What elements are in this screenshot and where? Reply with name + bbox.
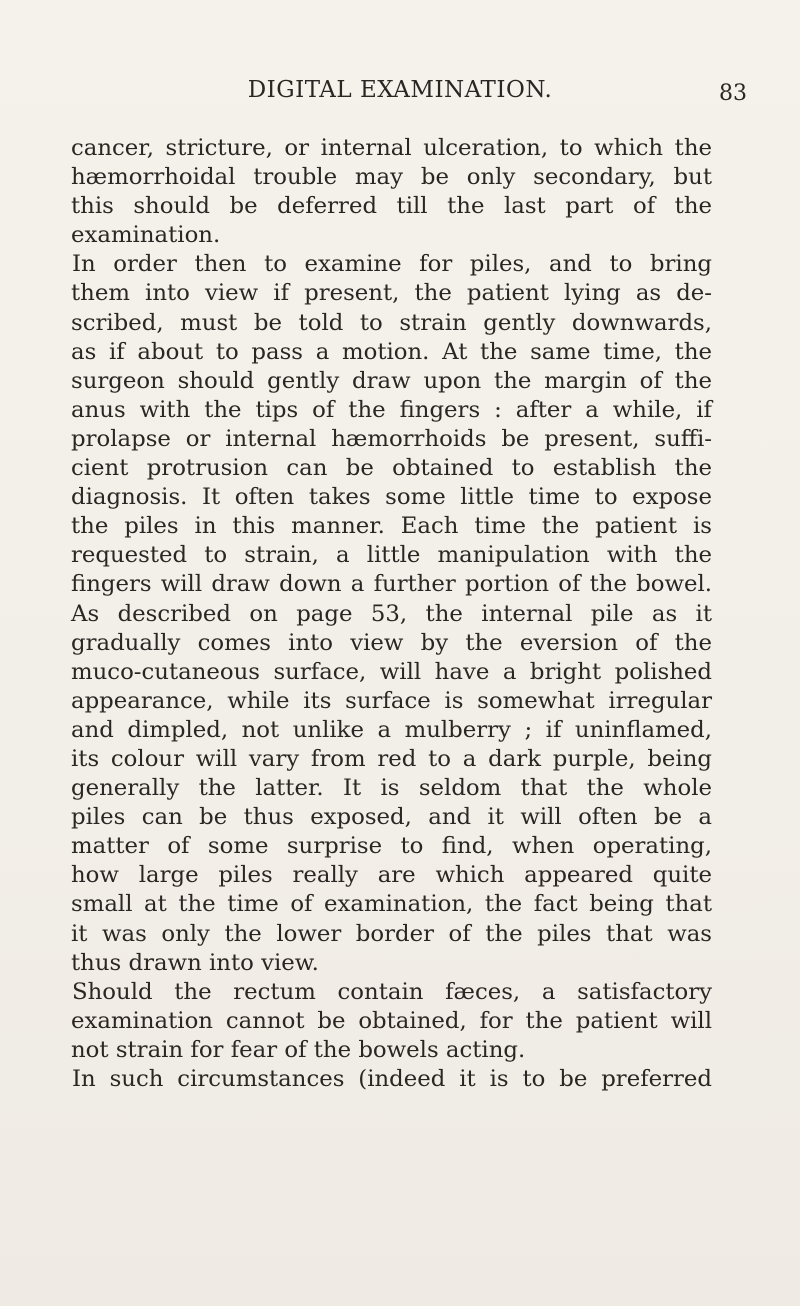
text-line: generally the latter. It is seldom that the whole [71,775,712,802]
text-line: examination cannot be obtained, for the patient will [71,1007,712,1034]
text-line: its colour will vary from red to a dark purple, being [71,745,712,772]
text-line: hæmorrhoidal trouble may be only secondary, but [71,164,712,191]
text-line: small at the time of examination, the fact being that [71,891,712,918]
running-head: DIGITAL EXAMINATION. [247,77,553,103]
text-line: not strain for fear of the bowels acting. [71,1036,526,1063]
text-line: cient protrusion can be obtained to establish the [71,455,712,482]
text-line: how large piles really are which appeared quite [71,862,712,889]
page-number: 83 [719,81,747,106]
text-line: thus drawn into view. [71,949,319,976]
text-line: examination. [71,222,221,249]
text-line: prolapse or internal hæmorrhoids be present, suffi- [71,425,712,452]
text-line: surgeon should gently draw upon the margin of the [71,367,712,394]
text-line: this should be deferred till the last part of the [71,193,712,220]
text-line: requested to strain, a little manipulation with the [71,542,712,569]
text-line: it was only the lower border of the piles that was [71,920,712,947]
text-line: As described on page 53, the internal pile as it [71,600,712,627]
body-text [71,134,712,1094]
text-line: appearance, while its surface is somewhat irregular [71,687,712,714]
text-line: In order then to examine for piles, and to bring [72,251,712,278]
page-header [0,70,800,110]
text-line: anus with the tips of the fingers : after a while, if [71,396,712,423]
text-line: and dimpled, not unlike a mulberry ; if uninflamed, [71,716,712,743]
text-line: Should the rectum contain fæces, a satisfactory [72,978,712,1005]
text-line: as if about to pass a motion. At the same time, the [71,338,712,365]
text-line: them into view if present, the patient lying as de- [71,280,712,307]
text-line: diagnosis. It often takes some little time to expose [71,484,712,511]
text-line: piles can be thus exposed, and it will often be a [71,804,712,831]
text-line: matter of some surprise to find, when operating, [71,833,712,860]
text-line: scribed, must be told to strain gently downwards, [71,309,712,336]
text-line: In such circumstances (indeed it is to be preferred [72,1066,712,1092]
text-line: cancer, stricture, or internal ulceration, to which the [71,135,712,161]
text-line: gradually comes into view by the eversion of the [71,629,712,656]
text-line: muco-cutaneous surface, will have a bright polished [71,658,712,685]
text-line: fingers will draw down a further portion of the bowel. [71,571,712,598]
text-line: the piles in this manner. Each time the patient is [71,513,712,540]
